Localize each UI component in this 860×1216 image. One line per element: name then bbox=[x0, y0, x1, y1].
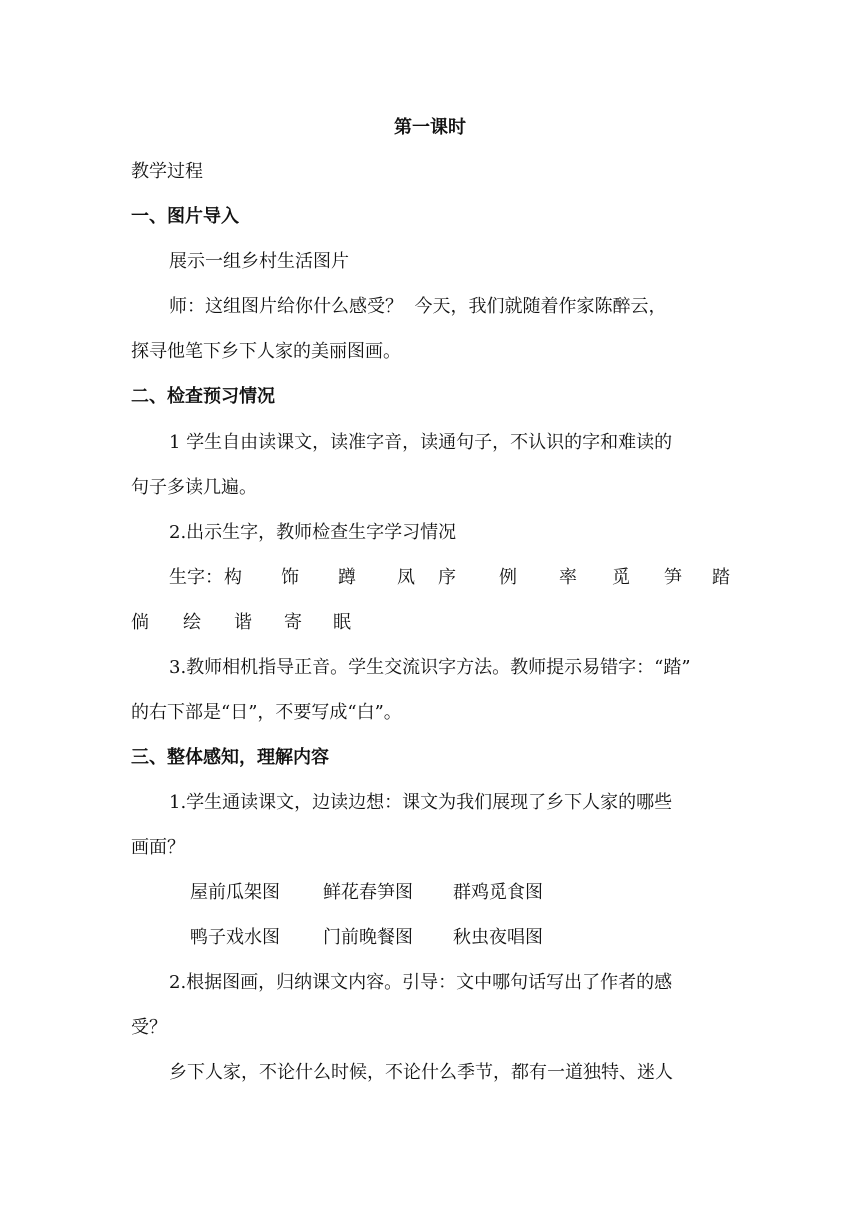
sec3-paragraph-1-line-2: 画面？ bbox=[131, 837, 185, 858]
sec2-paragraph-1-line-2: 句子多读几遍。 bbox=[131, 477, 257, 498]
char-item: 饰 bbox=[281, 567, 299, 588]
section-heading-3: 三、整体感知，理解内容 bbox=[131, 747, 329, 768]
picture-title: 群鸡觅食图 bbox=[453, 882, 543, 903]
sec1-paragraph-1: 展示一组乡村生活图片 bbox=[169, 251, 349, 272]
sec1-paragraph-2-line-1: 师：这组图片给你什么感受？ 今天，我们就随着作家陈醉云， bbox=[169, 296, 667, 317]
picture-title: 鲜花春笋图 bbox=[323, 882, 413, 903]
sec3-paragraph-3-line-1: 乡下人家，不论什么时候，不论什么季节，都有一道独特、迷人 bbox=[169, 1062, 673, 1083]
page-title: 第一课时 bbox=[394, 117, 466, 138]
char-item: 寄 bbox=[284, 612, 302, 633]
sec3-paragraph-2-line-2: 受？ bbox=[131, 1017, 167, 1038]
sec2-paragraph-3-line-2: 的右下部是“日”，不要写成“白”。 bbox=[131, 702, 402, 723]
char-item: 倘 bbox=[131, 612, 149, 633]
sec3-paragraph-1-line-1: 1.学生通读课文，边读边想：课文为我们展现了乡下人家的哪些 bbox=[169, 792, 673, 813]
char-item: 构 bbox=[224, 567, 242, 588]
chars-row-2 bbox=[0, 611, 860, 635]
sec1-paragraph-2-line-2: 探寻他笔下乡下人家的美丽图画。 bbox=[131, 341, 401, 362]
char-item: 率 bbox=[559, 567, 577, 588]
char-item: 序 bbox=[438, 567, 456, 588]
picture-title: 屋前瓜架图 bbox=[190, 882, 280, 903]
picture-title: 鸭子戏水图 bbox=[190, 927, 280, 948]
chars-label: 生字： bbox=[169, 567, 223, 588]
sec2-paragraph-3-line-1: 3.教师相机指导正音。学生交流识字方法。教师提示易错字：“踏” bbox=[169, 657, 691, 678]
section-label: 教学过程 bbox=[131, 161, 203, 182]
char-item: 例 bbox=[499, 567, 517, 588]
char-item: 踏 bbox=[712, 567, 730, 588]
pictures-row-2 bbox=[0, 926, 860, 950]
picture-title: 秋虫夜唱图 bbox=[453, 927, 543, 948]
picture-title: 门前晚餐图 bbox=[323, 927, 413, 948]
chars-row-1 bbox=[0, 566, 860, 590]
char-item: 眠 bbox=[333, 612, 351, 633]
sec2-paragraph-1-line-1: 1 学生自由读课文，读准字音，读通句子，不认识的字和难读的 bbox=[169, 432, 673, 453]
char-item: 绘 bbox=[183, 612, 201, 633]
section-heading-2: 二、检查预习情况 bbox=[131, 386, 275, 407]
sec2-paragraph-2: 2.出示生字，教师检查生字学习情况 bbox=[169, 522, 457, 543]
section-heading-1: 一、图片导入 bbox=[131, 206, 239, 227]
char-item: 谐 bbox=[234, 612, 252, 633]
char-item: 觅 bbox=[612, 567, 630, 588]
char-item: 凤 bbox=[397, 567, 415, 588]
sec3-paragraph-2-line-1: 2.根据图画，归纳课文内容。引导：文中哪句话写出了作者的感 bbox=[169, 972, 673, 993]
char-item: 蹲 bbox=[338, 567, 356, 588]
pictures-row-1 bbox=[0, 881, 860, 905]
char-item: 笋 bbox=[664, 567, 682, 588]
